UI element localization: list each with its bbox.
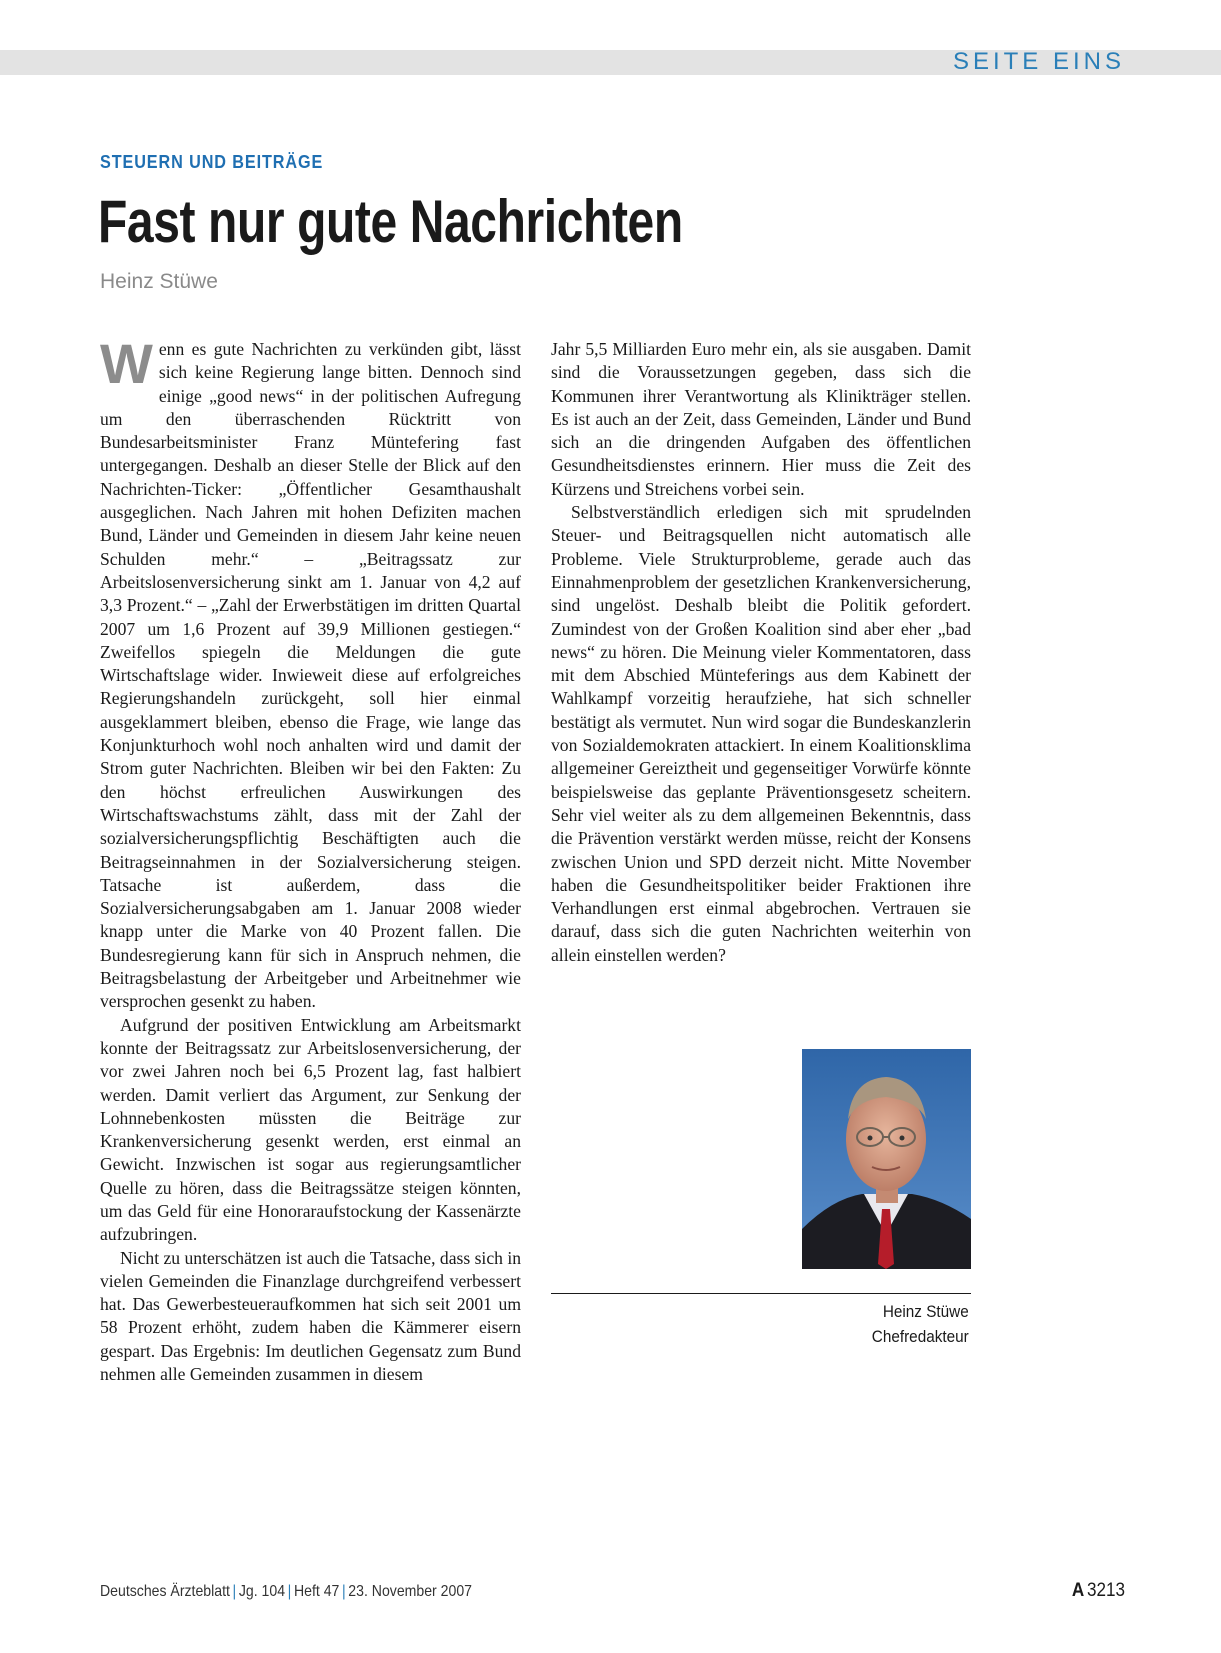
page-prefix: A xyxy=(1071,1580,1085,1601)
article-author: Heinz Stüwe xyxy=(100,270,218,293)
paragraph-1-text: enn es gute Nachrichten zu verkünden gibt, lässt sich keine Regierung lange bitten. Dennoch sind einige „good news“ in der politischen Aufregung um den überraschenden Rücktritt von Bundesarbeitsminister Franz Müntefering fast untergegangen. Deshalb an dieser Stelle der Blick auf den Nachrichten-Ticker: „Öffentlicher Gesamthaushalt ausgeglichen. Nach Jahren mit hohen Defiziten machen Bund, Länder und Gemeinden in diesem Jahr keine neuen Schulden mehr.“ – „Beitragssatz zur Arbeitslosenversicherung sinkt am 1. Januar von 4,2 auf 3,3 Prozent.“ – „Zahl der Erwerbstätigen im dritten Quartal 2007 um 1,6 Prozent auf 39,9 Millionen gestiegen.“ Zweifellos spiegeln die Meldungen die gute Wirtschaftslage wider. Inwieweit diese auf erfolgreiches Regierungshandeln zurückgeht, soll hier einmal ausgeklammert bleiben, ebenso die Frage, wie lange das Konjunkturhoch wohl noch anhalten wird und damit der Strom guter Nachrichten. Bleiben wir bei den Fakten: Zu den höchst erfreulichen Auswirkungen des Wirtschaftswachstums zählt, dass mit der Zahl der sozialversicherungspflichtig Beschäftigten auch die Beitragseinnahmen in der Sozialversicherung steigen. Tatsache ist außerdem, dass die Sozialversicherungsabgaben am 1. Januar 2008 wieder knapp unter die Marke von 40 Prozent fallen. Die Bundesregierung kann für sich in Anspruch nehmen, die Beitragsbelastung der Arbeitgeber und Arbeitnehmer wie versprochen gesenkt zu haben. xyxy=(100,339,521,1012)
portrait-illustration xyxy=(802,1049,971,1269)
footer-volume: Jg. 104 xyxy=(238,1583,286,1600)
footer-separator: | xyxy=(342,1583,346,1600)
drop-cap: W xyxy=(100,332,153,395)
article-kicker: STEUERN UND BEITRÄGE xyxy=(100,152,324,172)
paragraph-3-continued: Jahr 5,5 Milliarden Euro mehr ein, als sie ausgaben. Damit sind die Voraussetzungen gegeben, dass sich die Kommunen ihrer Verantwortung als Klinikträger stellen. Es ist auch an der Zeit, dass Gemeinden, Länder und Bund sich an die dringenden Aufgaben des öffentlichen Gesundheitsdienstes erinnern. Hier muss die Zeit des Kürzens und Streichens vorbei sein. xyxy=(551,339,971,499)
page-number xyxy=(1072,1580,1125,1602)
signature-block xyxy=(872,1299,969,1349)
paragraph-1 xyxy=(100,332,521,1014)
footer-separator: | xyxy=(232,1583,237,1600)
author-portrait-photo xyxy=(802,1049,971,1269)
footer-journal: Deutsches Ärzteblatt xyxy=(100,1583,230,1600)
article-title: Fast nur gute Nachrichten xyxy=(98,188,683,255)
paragraph-4: Selbstverständlich erledigen sich mit sprudelnden Steuer- und Beitragsquellen nicht automatisch alle Probleme. Viele Strukturprobleme, gerade auch das Einnahmenproblem der gesetzlichen Krankenversicherung, sind ungelöst. Deshalb bleibt die Politik gefordert. Zumindest von der Großen Koalition sind aber eher „bad news“ zu hören. Die Meinung vieler Kommentatoren, dass mit dem Abschied Münteferings aus dem Kabinett der Wahlkampf vorzeitig heraufziehe, hat sich schneller bestätigt als vermutet. Nun wird sogar die Bundeskanzlerin von Sozialdemokraten attackiert. In einem Koalitionsklima allgemeiner Gereiztheit und gegenseitiger Vorwürfe könnte beispielsweise das geplante Präventionsgesetz scheitern. Sehr viel weiter als zu dem allgemeinen Bekenntnis, dass die Prävention verstärkt werden müsse, reicht der Konsens zwischen Union und SPD derzeit nicht. Mitte November haben die Gesundheitspolitiker beider Fraktionen ihre Verhandlungen erst einmal abgebrochen. Vertrauen sie darauf, dass sich die guten Nachrichten weiterhin von allein einstellen werden? xyxy=(551,502,971,965)
article-column-right xyxy=(551,338,971,967)
page-footer xyxy=(100,1583,472,1601)
footer-issue: Heft 47 xyxy=(293,1583,340,1600)
signature-rule xyxy=(551,1293,971,1294)
footer-separator: | xyxy=(287,1583,292,1600)
signature-role: Chefredakteur xyxy=(872,1327,969,1346)
section-label: SEITE EINS xyxy=(952,48,1125,75)
signature-name: Heinz Stüwe xyxy=(883,1302,969,1321)
page-number-value: 3213 xyxy=(1086,1580,1125,1601)
footer-date: 23. November 2007 xyxy=(348,1583,472,1600)
article-column-left xyxy=(100,332,522,1386)
paragraph-3-start: Nicht zu unterschätzen ist auch die Tatsache, dass sich in vielen Gemeinden die Finanzlage durchgreifend verbessert hat. Das Gewerbesteueraufkommen hat sich seit 2001 um 58 Prozent erhöht, zudem haben die Kämmerer eisern gespart. Das Ergebnis: Im deutlichen Gegensatz zum Bund nehmen alle Gemeinden zusammen in diesem xyxy=(100,1247,522,1385)
paragraph-2: Aufgrund der positiven Entwicklung am Arbeitsmarkt konnte der Beitragssatz zur Arbeitslosenversicherung, der vor zwei Jahren noch bei 6,5 Prozent lag, fast halbiert werden. Damit verliert das Argument, zur Senkung der Lohnnebenkosten müssten die Beiträge zur Krankenversicherung gesenkt werden, erst einmal an Gewicht. Inzwischen ist sogar aus regierungsamtlicher Quelle zu hören, dass die Beitragssätze steigen könnten, um das Geld für eine Honoraraufstockung der Kassenärzte aufzubringen. xyxy=(100,1014,521,1245)
